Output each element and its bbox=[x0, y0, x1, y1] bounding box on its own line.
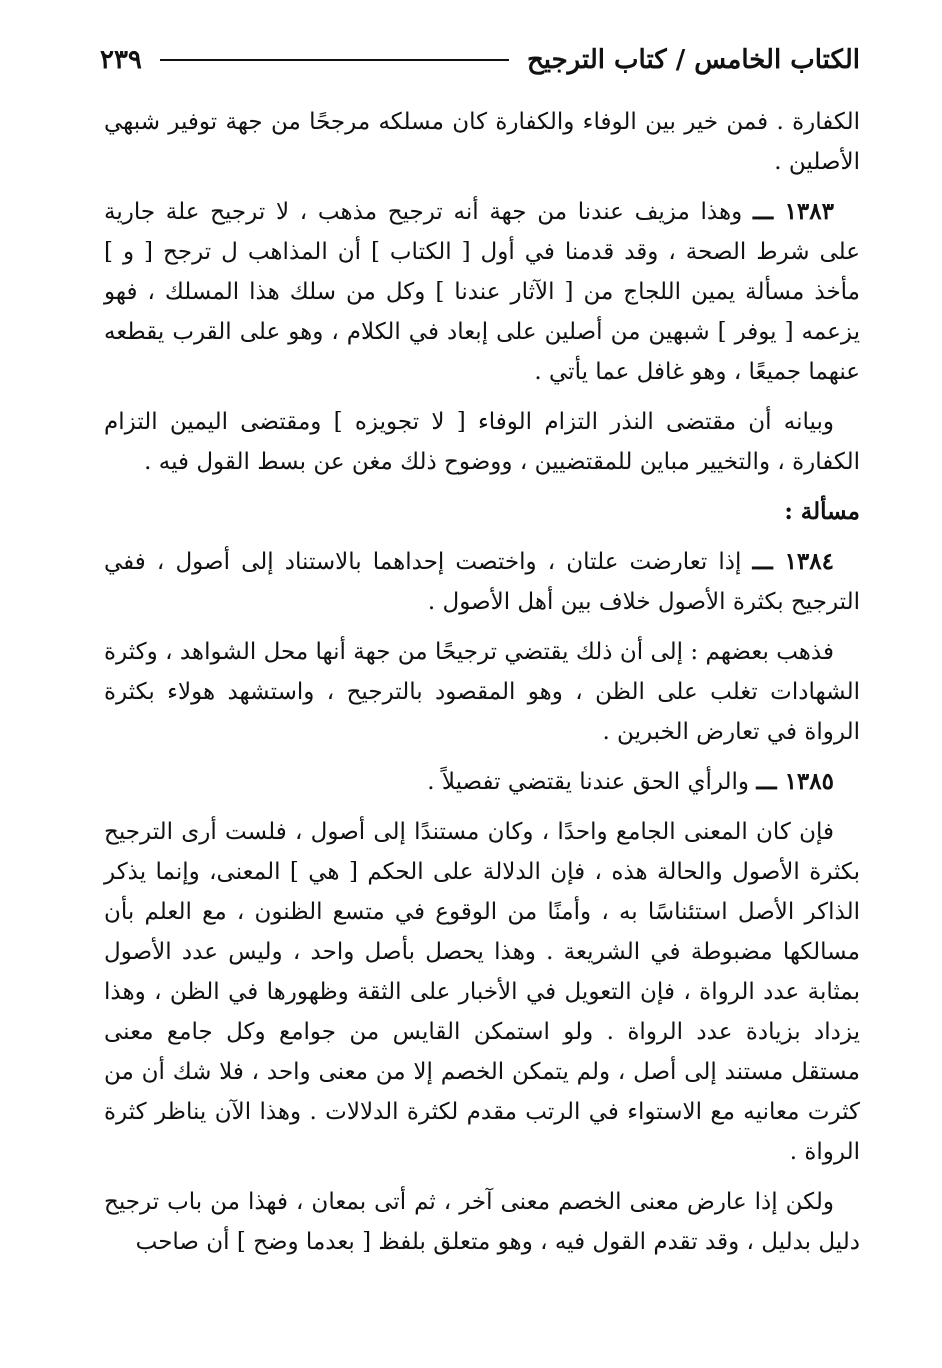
page-number: ٢٣٩ bbox=[100, 45, 142, 75]
running-header bbox=[100, 40, 860, 80]
paragraph-opinion: فذهب بعضهم : إلى أن ذلك يقتضي ترجيحًا من جهة أنها محل الشواهد ، وكثرة الشهادات تغلب على الظن ، وهو المقصود بالترجيح ، واستشهد هولاء بكثرة الرواة في تعارض الخبرين . bbox=[104, 639, 860, 745]
paragraph-1384 bbox=[104, 542, 860, 622]
header-rule bbox=[160, 59, 509, 61]
running-title: الكتاب الخامس / كتاب الترجيح bbox=[526, 45, 860, 75]
paragraph-text: وهذا مزيف عندنا من جهة أنه ترجيح مذهب ، لا ترجيح علة جارية على شرط الصحة ، وقد قدمنا في أول [ الكتاب ] أن المذاهب ل ترجح [ و ] مأخذ مسألة يمين اللجاج من [ الآثار عندنا ] وكل من سلك هذا المسلك ، فهو يزعمه [ يوفر ] شبهين من أصلين على إبعاد في الكلام ، وهو على القرب يقطعه عنهما جميعًا ، وهو غافل عما يأتي . bbox=[104, 199, 860, 385]
paragraph-number: ١٣٨٥ ـــ bbox=[756, 768, 834, 795]
paragraph-text: والرأي الحق عندنا يقتضي تفصيلاً . bbox=[427, 769, 750, 795]
page-body bbox=[104, 102, 860, 1272]
paragraph-1385 bbox=[104, 762, 860, 802]
paragraph-number: ١٣٨٤ ـــ bbox=[752, 548, 834, 575]
paragraph-number: ١٣٨٣ ـــ bbox=[752, 198, 834, 225]
paragraph-text: إذا تعارضت علتان ، واختصت إحداهما بالاستناد إلى أصول ، ففي الترجيح بكثرة الأصول خلاف بين أهل الأصول . bbox=[104, 549, 860, 615]
paragraph-continuation: الكفارة . فمن خير بين الوفاء والكفارة كان مسلكه مرجحًا من جهة توفير شبهي الأصلين . bbox=[104, 109, 860, 175]
paragraph-1383 bbox=[104, 192, 860, 392]
section-heading: مسألة : bbox=[784, 498, 860, 525]
paragraph-final: ولكن إذا عارض معنى الخصم معنى آخر ، ثم أتى بمعان ، فهذا من باب ترجيح دليل بدليل ، وقد تقدم القول فيه ، وهو متعلق بلفظ [ بعدما وضح ] أن صاحب bbox=[104, 1189, 860, 1255]
paragraph-explanation: وبيانه أن مقتضى النذر التزام الوفاء [ لا تجويزه ] ومقتضى اليمين التزام الكفارة ، والتخيير مباين للمقتضيين ، ووضوح ذلك مغن عن بسط القول فيه . bbox=[104, 409, 860, 475]
paragraph-detail: فإن كان المعنى الجامع واحدًا ، وكان مستندًا إلى أصول ، فلست أرى الترجيح بكثرة الأصول والحالة هذه ، فإن الدلالة على الحكم [ هي ] المعنى، وإنما يذكر الذاكر الأصل استئناسًا به ، وأمنًا من الوقوع في متسع الظنون ، مع العلم بأن مسالكها مضبوطة في الشريعة . وهذا يحصل بأصل واحد ، وليس عدد الأصول بمثابة عدد الرواة ، فإن التعويل في الأخبار على الثقة وظهورها في الظن ، وهذا يزداد بزيادة عدد الرواة . ولو استمكن القايس من جوامع وكل جامع معنى مستقل مستند إلى أصل ، ولم يتمكن الخصم إلا من معنى واحد ، فلا شك أن من كثرت معانيه مع الاستواء في الرتب مقدم لكثرة الدلالات . وهذا الآن يناظر كثرة الرواة . bbox=[104, 819, 860, 1165]
